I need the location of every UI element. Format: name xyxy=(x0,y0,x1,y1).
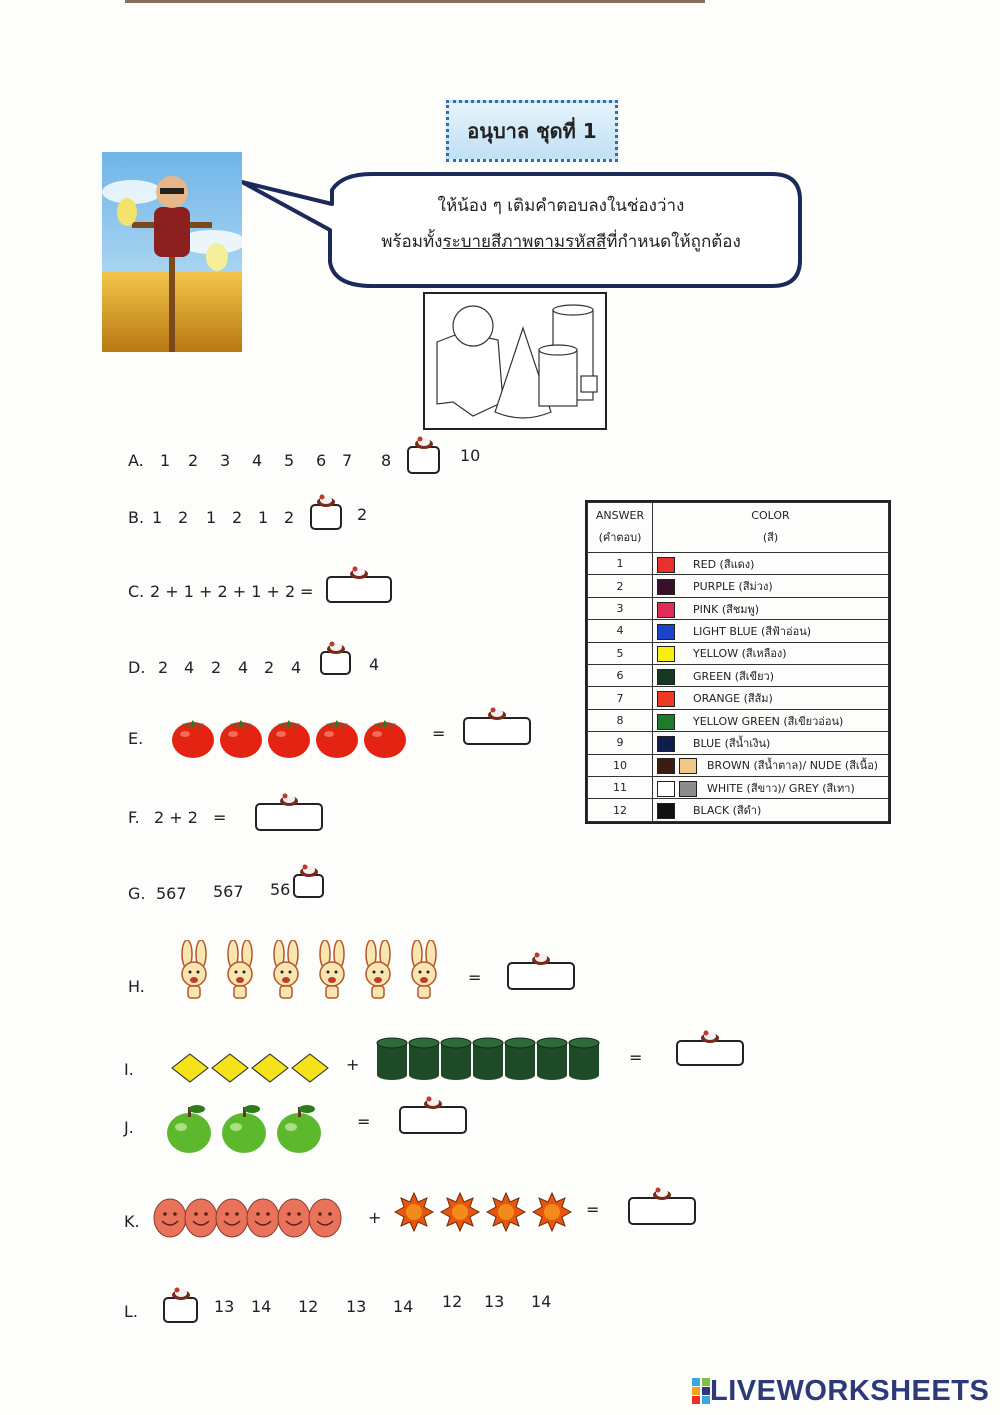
question-l-number: 12 xyxy=(442,1292,463,1311)
color-name: ORANGE (สีส้ม) xyxy=(693,692,773,706)
question-b-number: 1 xyxy=(258,508,269,527)
question-k-plus: + xyxy=(368,1208,382,1227)
color-row-cell xyxy=(653,575,889,597)
instruction-line-1: ให้น้อง ๆ เติมคำตอบลงในช่องว่าง xyxy=(437,196,685,216)
question-j-equals: = xyxy=(357,1112,371,1131)
color-swatch xyxy=(657,803,675,819)
worksheet-title xyxy=(446,100,618,162)
rabbit-icon xyxy=(172,940,216,1004)
color-row-cell xyxy=(653,754,889,776)
color-row-number: 3 xyxy=(588,597,653,619)
question-a-number: 8 xyxy=(381,451,392,470)
question-g-number: 56 xyxy=(270,880,291,899)
question-d-number: 4 xyxy=(238,658,249,677)
color-row-cell xyxy=(653,620,889,642)
color-row-number: 1 xyxy=(588,553,653,575)
top-divider xyxy=(125,0,705,3)
color-swatch xyxy=(657,579,675,595)
question-a-number: 5 xyxy=(284,451,295,470)
question-d-answer-mouse-icon xyxy=(326,639,346,658)
answer-header xyxy=(588,503,653,553)
question-d-number: 2 xyxy=(264,658,275,677)
answer-header-th: (คำตอบ) xyxy=(598,531,642,544)
color-row-cell xyxy=(653,642,889,664)
question-c-expression: 2 + 1 + 2 + 1 + 2 xyxy=(150,582,296,601)
instruction-suffix: ที่กำหนดให้ถูกต้อง xyxy=(606,232,741,252)
question-l-number: 13 xyxy=(484,1292,505,1311)
color-row-number: 7 xyxy=(588,687,653,709)
color-row xyxy=(588,709,889,731)
question-b-label: B. xyxy=(128,508,145,527)
instruction-text xyxy=(330,188,792,260)
smiley-icon xyxy=(184,1198,218,1238)
color-header xyxy=(653,503,889,553)
color-name: BLACK (สีดำ) xyxy=(693,804,762,818)
question-b-answer-mouse-icon xyxy=(316,492,336,511)
question-i-answer-mouse-icon xyxy=(700,1028,720,1047)
question-a-number: 10 xyxy=(460,446,481,465)
color-row-number: 5 xyxy=(588,642,653,664)
color-row xyxy=(588,665,889,687)
color-name: BROWN (สีน้ำตาล)/ NUDE (สีเนื้อ) xyxy=(707,759,879,773)
color-row-number: 6 xyxy=(588,665,653,687)
question-h-equals: = xyxy=(468,968,482,987)
diamond-icon xyxy=(250,1052,290,1084)
question-a-number: 4 xyxy=(252,451,263,470)
question-a-label: A. xyxy=(128,451,144,470)
color-swatch xyxy=(657,624,675,640)
color-row xyxy=(588,687,889,709)
title-text: อนุบาล ชุดที่ 1 xyxy=(467,119,597,143)
color-header-en: COLOR xyxy=(751,509,790,522)
color-row-cell xyxy=(653,597,889,619)
question-d-number: 2 xyxy=(158,658,169,677)
color-row-number: 2 xyxy=(588,575,653,597)
color-code-table xyxy=(585,500,891,824)
liveworksheets-logo xyxy=(692,1373,989,1409)
color-row xyxy=(588,732,889,754)
question-h-answer-mouse-icon xyxy=(531,950,551,969)
color-swatch xyxy=(657,781,675,797)
question-l-number: 13 xyxy=(214,1297,235,1316)
color-row xyxy=(588,777,889,799)
rabbit-icon xyxy=(402,940,446,1004)
question-j-answer-mouse-icon xyxy=(423,1094,443,1113)
color-swatch xyxy=(679,758,697,774)
tomato-icon xyxy=(266,712,312,760)
cylinder-icon xyxy=(568,1037,600,1081)
color-row xyxy=(588,754,889,776)
color-row-number: 8 xyxy=(588,709,653,731)
question-g-number: 567 xyxy=(156,884,187,903)
color-name: RED (สีแดง) xyxy=(693,557,755,571)
color-swatch xyxy=(657,669,675,685)
color-name: WHITE (สีขาว)/ GREY (สีเทา) xyxy=(707,781,855,795)
color-row-cell xyxy=(653,799,889,822)
question-a-number: 3 xyxy=(220,451,231,470)
cylinder-icon xyxy=(536,1037,568,1081)
diamond-icon xyxy=(290,1052,330,1084)
question-k-answer-mouse-icon xyxy=(652,1185,672,1204)
apple-icon xyxy=(273,1097,325,1155)
question-b-number: 2 xyxy=(232,508,243,527)
sun-icon xyxy=(394,1192,434,1232)
question-g-answer-mouse-icon xyxy=(299,862,319,881)
question-f-label: F. xyxy=(128,808,140,827)
color-row-cell xyxy=(653,732,889,754)
cylinder-icon xyxy=(376,1037,408,1081)
question-j-label: J. xyxy=(124,1118,134,1137)
color-swatch xyxy=(657,691,675,707)
color-swatch xyxy=(657,714,675,730)
question-d-number: 4 xyxy=(184,658,195,677)
smiley-icon xyxy=(215,1198,249,1238)
color-row xyxy=(588,597,889,619)
question-f-equals: = xyxy=(213,808,227,827)
diamond-icon xyxy=(170,1052,210,1084)
color-swatch xyxy=(657,602,675,618)
cylinder-icon xyxy=(504,1037,536,1081)
smiley-icon xyxy=(308,1198,342,1238)
question-g-number: 567 xyxy=(213,882,244,901)
smiley-icon xyxy=(246,1198,280,1238)
tomato-icon xyxy=(314,712,360,760)
color-row xyxy=(588,575,889,597)
color-swatch xyxy=(657,557,675,573)
question-l-label: L. xyxy=(124,1302,138,1321)
instruction-line-2 xyxy=(330,224,792,260)
question-g-label: G. xyxy=(128,884,146,903)
color-row-cell xyxy=(653,553,889,575)
question-i-equals: = xyxy=(629,1048,643,1067)
color-swatch xyxy=(657,646,675,662)
color-swatch xyxy=(679,781,697,797)
question-b-number: 1 xyxy=(152,508,163,527)
color-swatch xyxy=(657,736,675,752)
question-a-number: 1 xyxy=(160,451,171,470)
sun-icon xyxy=(532,1192,572,1232)
diamond-icon xyxy=(210,1052,250,1084)
question-l-number: 14 xyxy=(251,1297,272,1316)
question-h-label: H. xyxy=(128,977,145,996)
question-k-label: K. xyxy=(124,1212,140,1231)
rabbit-icon xyxy=(356,940,400,1004)
color-name: LIGHT BLUE (สีฟ้าอ่อน) xyxy=(693,624,812,638)
question-d-label: D. xyxy=(128,658,146,677)
question-d-number: 2 xyxy=(211,658,222,677)
cylinder-icon xyxy=(472,1037,504,1081)
color-row-cell xyxy=(653,777,889,799)
question-i-label: I. xyxy=(124,1060,134,1079)
question-b-number: 2 xyxy=(178,508,189,527)
question-l-number: 12 xyxy=(298,1297,319,1316)
question-b-number: 2 xyxy=(284,508,295,527)
cylinder-icon xyxy=(408,1037,440,1081)
question-l-answer-mouse-icon xyxy=(171,1285,191,1304)
color-row-cell xyxy=(653,687,889,709)
question-c-equals: = xyxy=(300,582,314,601)
color-row-number: 10 xyxy=(588,754,653,776)
answer-header-en: ANSWER xyxy=(595,509,645,522)
question-d-number: 4 xyxy=(291,658,302,677)
smiley-icon xyxy=(277,1198,311,1238)
question-b-number: 1 xyxy=(206,508,217,527)
color-row xyxy=(588,620,889,642)
question-k-equals: = xyxy=(586,1200,600,1219)
question-i-plus: + xyxy=(346,1055,360,1074)
tomato-icon xyxy=(362,712,408,760)
question-f-expression: 2 + 2 xyxy=(154,808,198,827)
logo-text: LIVEWORKSHEETS xyxy=(710,1374,990,1407)
color-name: GREEN (สีเขียว) xyxy=(693,669,774,683)
color-name: PINK (สีชมพู) xyxy=(693,602,760,616)
tomato-icon xyxy=(218,712,264,760)
color-swatch xyxy=(657,758,675,774)
question-a-number: 7 xyxy=(342,451,353,470)
sun-icon xyxy=(486,1192,526,1232)
question-e-equals: = xyxy=(432,724,446,743)
instruction-underlined: ระบายสีภาพตามรหัสสี xyxy=(442,232,607,252)
sun-icon xyxy=(440,1192,480,1232)
color-name: BLUE (สีน้ำเงิน) xyxy=(693,736,771,750)
color-row-cell xyxy=(653,665,889,687)
tomato-icon xyxy=(170,712,216,760)
question-a-answer-mouse-icon xyxy=(414,434,434,453)
smiley-icon xyxy=(153,1198,187,1238)
cylinder-icon xyxy=(440,1037,472,1081)
instruction-prefix: พร้อมทั้ง xyxy=(381,232,443,252)
question-l-number: 13 xyxy=(346,1297,367,1316)
color-row-cell xyxy=(653,709,889,731)
color-row xyxy=(588,799,889,822)
question-e-label: E. xyxy=(128,729,144,748)
geometric-shapes-picture xyxy=(423,292,607,430)
question-c-answer-mouse-icon xyxy=(349,564,369,583)
apple-icon xyxy=(218,1097,270,1155)
color-name: YELLOW (สีเหลือง) xyxy=(693,647,787,661)
rabbit-icon xyxy=(310,940,354,1004)
question-f-answer-mouse-icon xyxy=(279,791,299,810)
scarecrow-photo xyxy=(102,152,242,352)
color-row-number: 11 xyxy=(588,777,653,799)
question-a-number: 2 xyxy=(188,451,199,470)
color-name: YELLOW GREEN (สีเขียวอ่อน) xyxy=(693,714,844,728)
color-header-th: (สี) xyxy=(762,531,779,544)
question-e-answer-mouse-icon xyxy=(487,705,507,724)
question-b-number: 2 xyxy=(357,505,368,524)
rabbit-icon xyxy=(218,940,262,1004)
rabbit-icon xyxy=(264,940,308,1004)
apple-icon xyxy=(163,1097,215,1155)
color-row-number: 9 xyxy=(588,732,653,754)
question-d-number: 4 xyxy=(369,655,380,674)
color-row-number: 4 xyxy=(588,620,653,642)
color-name: PURPLE (สีม่วง) xyxy=(693,580,773,594)
question-l-number: 14 xyxy=(531,1292,552,1311)
question-c-label: C. xyxy=(128,582,145,601)
color-row-number: 12 xyxy=(588,799,653,822)
color-row xyxy=(588,642,889,664)
color-row xyxy=(588,553,889,575)
question-l-number: 14 xyxy=(393,1297,414,1316)
logo-mark-icon xyxy=(692,1378,710,1404)
question-a-number: 6 xyxy=(316,451,327,470)
